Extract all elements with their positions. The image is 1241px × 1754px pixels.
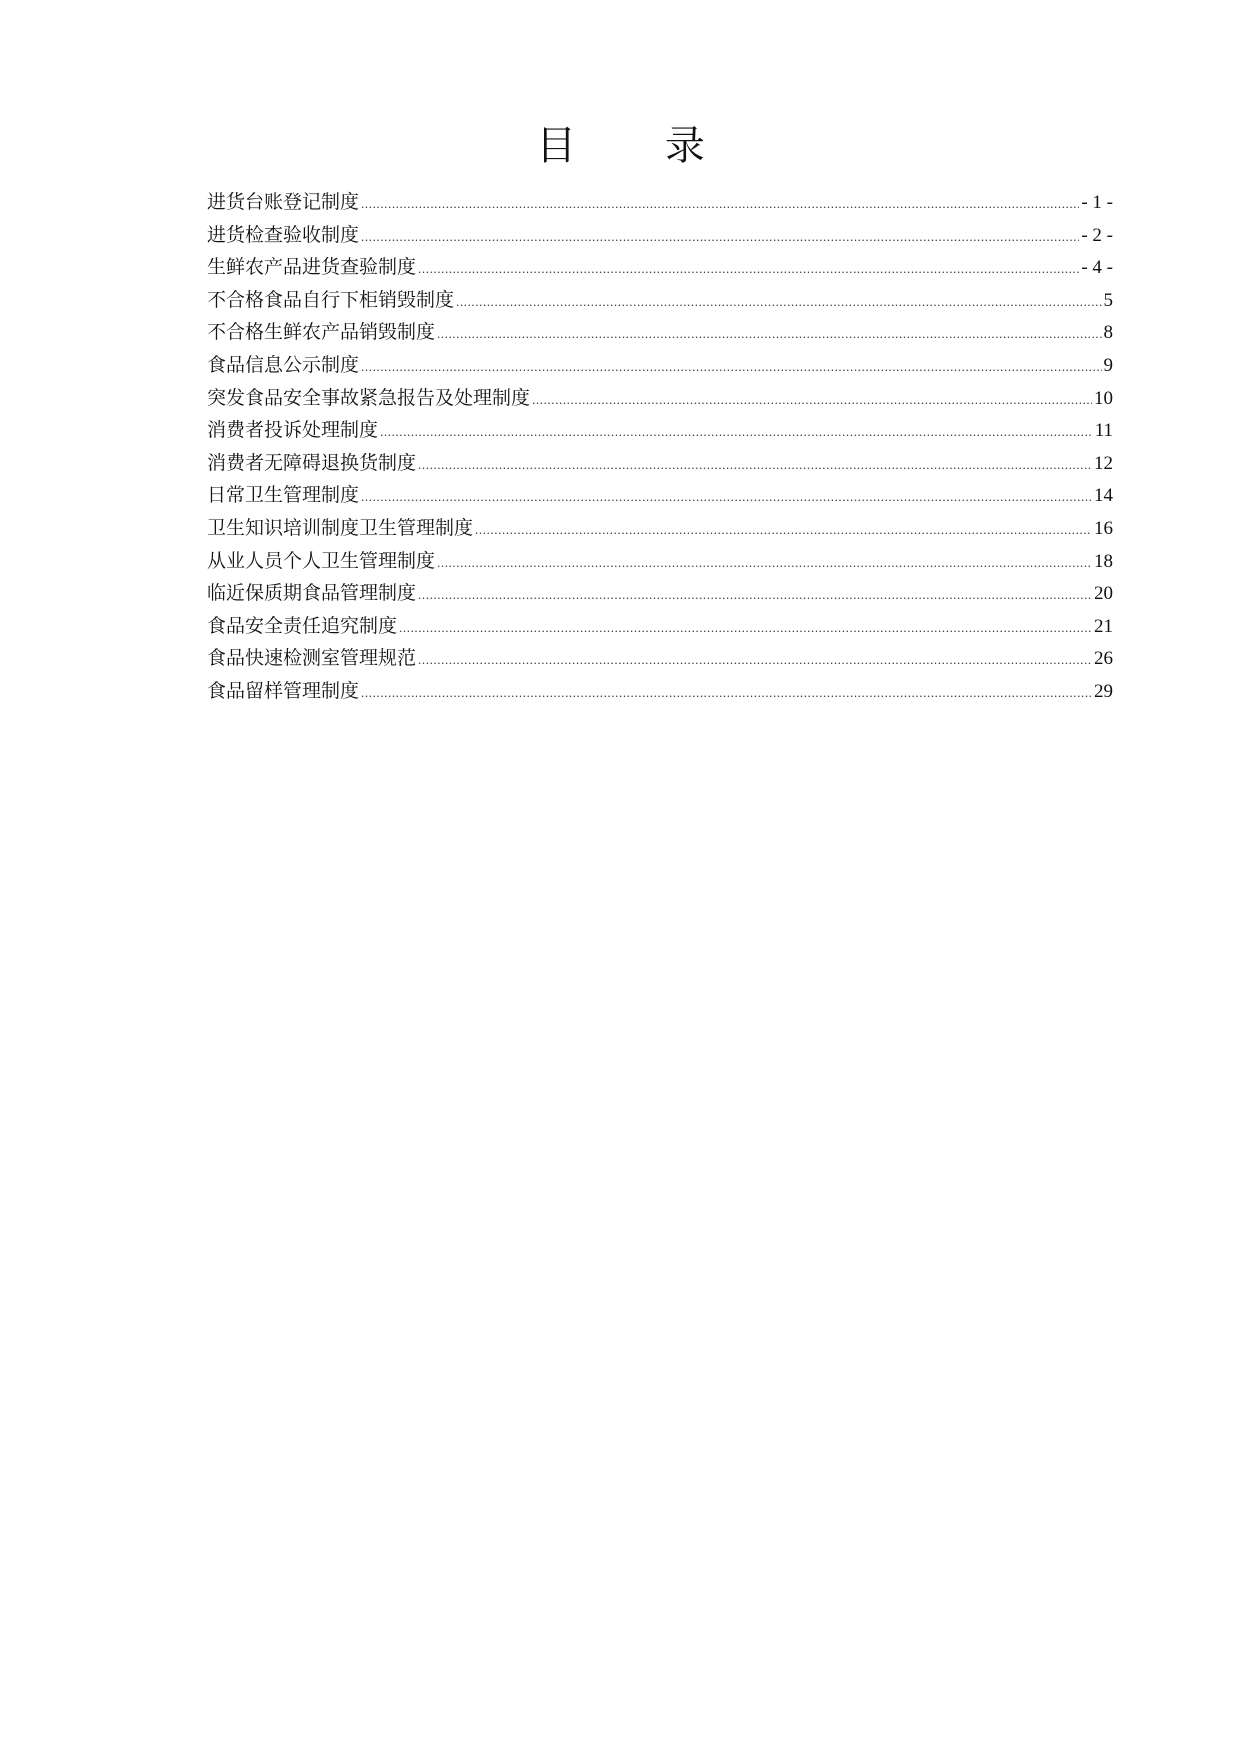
- toc-entry-page: 9: [1103, 354, 1113, 376]
- toc-entry-page: 26: [1094, 648, 1113, 670]
- toc-entry-label: 卫生知识培训制度卫生管理制度: [207, 516, 474, 539]
- toc-dot-leader: [418, 449, 1092, 482]
- toc-entry[interactable]: [207, 316, 1113, 349]
- toc-dot-leader: [418, 253, 1079, 286]
- toc-dot-leader: [361, 481, 1092, 514]
- toc-entry-label: 消费者无障碍退换货制度: [207, 451, 417, 474]
- toc-entry-label: 进货台账登记制度: [207, 191, 360, 213]
- toc-entry[interactable]: [207, 284, 1113, 317]
- toc-entry-label: 日常卫生管理制度: [207, 484, 360, 507]
- toc-entry[interactable]: [207, 382, 1113, 415]
- toc-entry-page: - 2 -: [1081, 224, 1113, 246]
- toc-entry[interactable]: [207, 675, 1113, 708]
- toc-dot-leader: [532, 384, 1092, 417]
- table-of-contents: [207, 186, 1113, 708]
- toc-entry-page: - 4 -: [1081, 257, 1113, 279]
- toc-entry-page: 11: [1094, 420, 1113, 442]
- toc-entry-page: 21: [1094, 615, 1113, 637]
- toc-entry-label: 食品快速检测室管理规范: [207, 647, 417, 670]
- toc-entry-page: 8: [1103, 322, 1113, 344]
- toc-dot-leader: [418, 644, 1092, 677]
- toc-entry[interactable]: [207, 642, 1113, 675]
- toc-dot-leader: [456, 286, 1101, 319]
- toc-dot-leader: [437, 318, 1101, 351]
- toc-entry-label: 从业人员个人卫生管理制度: [207, 549, 436, 572]
- toc-entry-page: 5: [1103, 289, 1113, 311]
- toc-entry-label: 临近保质期食品管理制度: [207, 582, 417, 605]
- toc-entry-page: 18: [1094, 550, 1113, 572]
- toc-entry[interactable]: [207, 512, 1113, 545]
- toc-dot-leader: [418, 579, 1092, 612]
- toc-entry-label: 进货检查验收制度: [207, 223, 360, 246]
- toc-entry-label: 食品信息公示制度: [207, 353, 360, 376]
- toc-entry-label: 食品安全责任追究制度: [207, 614, 398, 637]
- toc-entry-page: 20: [1094, 583, 1113, 605]
- toc-dot-leader: [475, 514, 1092, 547]
- toc-entry-page: 10: [1094, 387, 1113, 409]
- toc-entry[interactable]: [207, 610, 1113, 643]
- toc-entry-page: 16: [1094, 517, 1113, 539]
- toc-entry-label: 消费者投诉处理制度: [207, 419, 379, 442]
- toc-entry-page: 14: [1094, 485, 1113, 507]
- toc-dot-leader: [437, 547, 1092, 580]
- toc-entry-page: 29: [1094, 680, 1113, 702]
- toc-entry-label: 生鲜农产品进货查验制度: [207, 256, 417, 279]
- toc-entry[interactable]: [207, 349, 1113, 382]
- toc-title: 目 录: [536, 123, 743, 169]
- toc-entry[interactable]: [207, 219, 1113, 252]
- toc-entry[interactable]: [207, 545, 1113, 578]
- toc-dot-leader: [399, 612, 1092, 645]
- toc-entry-page: 12: [1094, 452, 1113, 474]
- toc-entry[interactable]: [207, 447, 1113, 480]
- toc-entry[interactable]: [207, 251, 1113, 284]
- toc-dot-leader: [361, 221, 1079, 254]
- toc-dot-leader: [361, 351, 1101, 384]
- toc-entry[interactable]: [207, 577, 1113, 610]
- toc-entry-label: 食品留样管理制度: [207, 679, 360, 702]
- toc-entry-label: 不合格生鲜农产品销毁制度: [207, 321, 436, 344]
- toc-entry-label: 突发食品安全事故紧急报告及处理制度: [207, 386, 531, 409]
- toc-entry[interactable]: [207, 479, 1113, 512]
- toc-entry[interactable]: [207, 414, 1113, 447]
- toc-entry-page: - 1 -: [1081, 192, 1113, 213]
- toc-entry-label: 不合格食品自行下柜销毁制度: [207, 288, 455, 311]
- toc-dot-leader: [361, 677, 1092, 710]
- toc-dot-leader: [361, 188, 1079, 221]
- toc-dot-leader: [380, 416, 1093, 449]
- toc-entry[interactable]: [207, 186, 1113, 219]
